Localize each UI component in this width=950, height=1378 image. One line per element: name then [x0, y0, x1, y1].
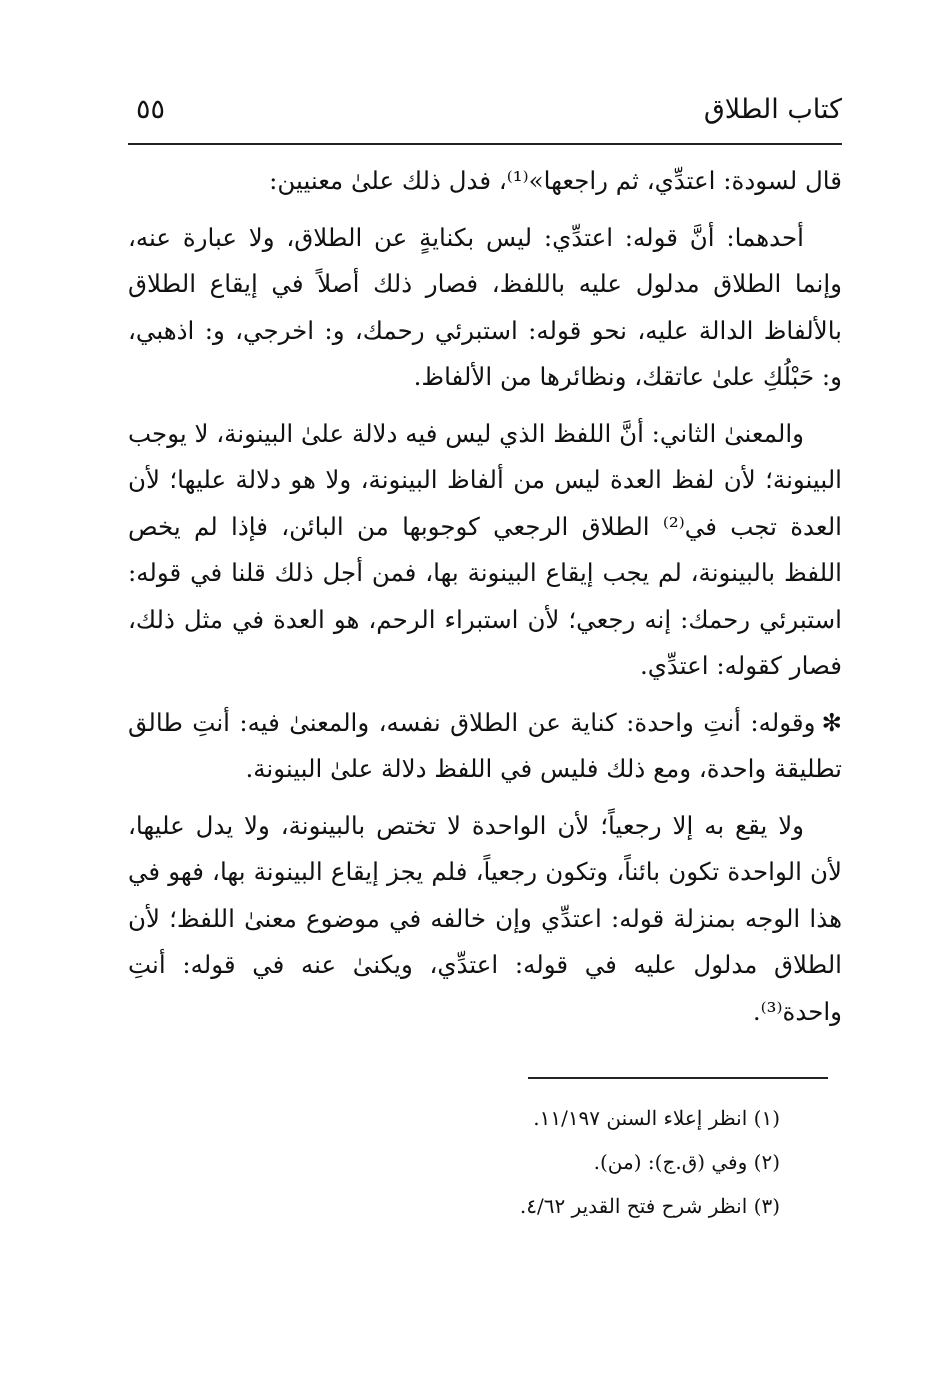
page-number: ٥٥ [136, 94, 166, 125]
footnote: (٣) انظر شرح فتح القدير ٤/٦٢. [519, 1194, 780, 1218]
paragraph [128, 158, 842, 205]
footnote: (١) انظر إعلاء السنن ١١/١٩٧. [533, 1106, 780, 1130]
paragraph [128, 700, 842, 793]
paragraph-text: والمعنىٰ الثاني: أنَّ اللفظ الذي ليس فيه دلالة علىٰ البينونة، لا يوجب البينونة؛ لأن لفظ العدة ليس من ألفاظ البينونة، ولا هو دلالة عليها؛ لأن العدة تجب في⁽²⁾ الطلاق الرجعي كوجوبها من البائن، فإذا لم يخص اللفظ بالبينونة، لم يجب إيقاع البينونة بها، فمن أجل ذلك قلنا في قوله: استبرئي رحمك: إنه رجعي؛ لأن استبراء الرحم، هو العدة في مثل ذلك، فصار كقوله: اعتدِّي. [128, 418, 842, 680]
footnote-rule [528, 1077, 828, 1079]
paragraph-text: قال لسودة: اعتدِّي، ثم راجعها»⁽¹⁾، فدل ذلك علىٰ معنيين: [269, 166, 842, 195]
footnote: (٢) وفي (ق.ج): (من). [593, 1150, 780, 1174]
paragraph-text: ولا يقع به إلا رجعياً؛ لأن الواحدة لا تختص بالبينونة، ولا يدل عليها، لأن الواحدة تكون بائناً، وتكون رجعياً، فلم يجز إيقاع البينونة بها، فهو في هذا الوجه بمنزلة قوله: اعتدِّي وإن خالفه في موضوع معنىٰ اللفظ؛ لأن الطلاق مدلول عليه في قوله: اعتدِّي، ويكنىٰ عنه في قوله: أنتِ واحدة⁽³⁾. [128, 810, 842, 1026]
footnotes [220, 1096, 780, 1228]
paragraph [128, 411, 842, 690]
main-text [128, 158, 842, 1045]
paragraph [128, 215, 842, 401]
paragraph-text: أحدهما: أنَّ قوله: اعتدِّي: ليس بكنايةٍ عن الطلاق، ولا عبارة عنه، وإنما الطلاق مدلول عليه باللفظ، فصار ذلك أصلاً في إيقاع الطلاق بالألفاظ الدالة عليه، نحو قوله: استبرئي رحمك، و: اخرجي، و: اذهبي، و: حَبْلُكِ علىٰ عاتقك، ونظائرها من الألفاظ. [128, 222, 842, 391]
running-title: كتاب الطلاق [703, 94, 842, 125]
header-rule [128, 143, 842, 145]
paragraph [128, 803, 842, 1036]
star-marker-icon: ✻ [821, 707, 842, 737]
page-header [128, 92, 842, 134]
paragraph-text: وقوله: أنتِ واحدة: كناية عن الطلاق نفسه، والمعنىٰ فيه: أنتِ طالق تطليقة واحدة، ومع ذلك فليس في اللفظ دلالة علىٰ البينونة. [128, 707, 842, 783]
